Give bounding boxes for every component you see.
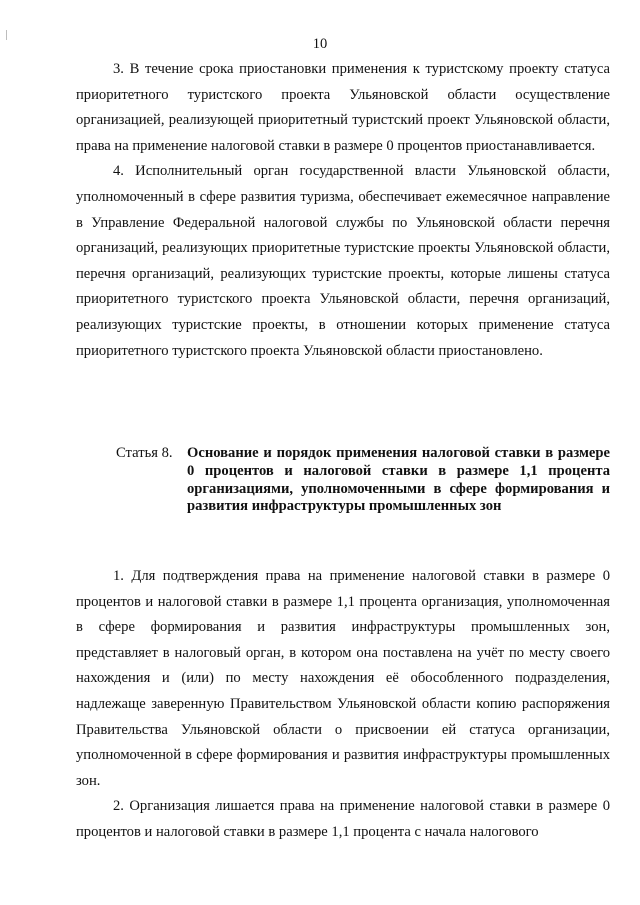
article-label: Статья 8. [116, 445, 173, 461]
paragraph-1: 1. Для подтверждения права на применение налоговой ставки в размере 0 процентов и налоговой ставки в размере 1,1 процента организация, уполномоченная в сфере формирования и развития инфраструктуры промышленных зон, представляет в налоговый орган, в котором она поставлена на учёт по месту своего нахождения и (или) по месту нахождения её обособленного подразделения, надлежаще заверенную Правительством Ульяновской области копию распоряжения Правительства Ульяновской области о присвоении ей статуса организации, уполномоченной в сфере формирования и развития инфраструктуры промышленных зон. [76, 568, 610, 789]
paragraph-2: 2. Организация лишается права на применение налоговой ставки в размере 0 процентов и налоговой ставки в размере 1,1 процента с начала налогового [76, 798, 610, 840]
bottom-section [76, 564, 610, 846]
paragraph-4: 4. Исполнительный орган государственной власти Ульяновской области, уполномоченный в сфере развития туризма, обеспечивает ежемесячное направление в Управление Федеральной налоговой службы по Ульяновской области перечня организаций, реализующих приоритетные туристские проекты Ульяновской области, перечня организаций, реализующих туристские проекты, которые лишены статуса приоритетного туристского проекта Ульяновской области, перечня организаций, реализующих туристские проекты, в отношении которых применение статуса приоритетного туристского проекта Ульяновской области приостановлено. [76, 163, 610, 359]
page-number: 10 [312, 36, 328, 52]
article-title: Основание и порядок применения налоговой ставки в размере 0 процентов и налоговой ставки в размере 1,1 процента организациями, уполномоченными в сфере формирования и развития инфраструктуры промышленных зон [187, 445, 610, 515]
paragraph-3: 3. В течение срока приостановки применения к туристскому проекту статуса приоритетного туристского проекта Ульяновской области осуществление организацией, реализующей приоритетный туристский проект Ульяновской области, права на применение налоговой ставки в размере 0 процентов приостанавливается. [76, 61, 610, 154]
top-section [76, 57, 610, 364]
article-heading [116, 445, 610, 516]
